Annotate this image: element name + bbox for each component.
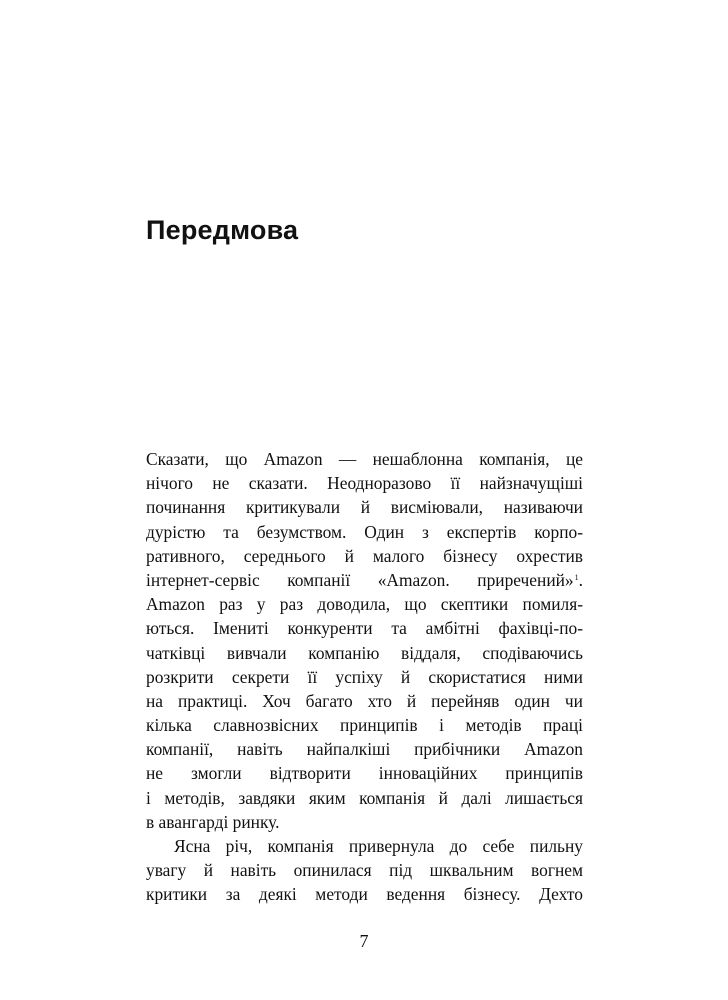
body-text bbox=[146, 447, 583, 907]
text-line: Сказати, що Amazon — нешаблонна компанія, це bbox=[146, 449, 583, 469]
text-line: не змогли відтворити інноваційних принципів bbox=[146, 763, 583, 784]
text-line: нічого не сказати. Неодноразово її найзначущіші bbox=[146, 473, 583, 494]
text-line: розкрити секрети її успіху й скористатися ними bbox=[146, 666, 583, 687]
text-line: чатківці вивчали компанію віддаля, сподіваючись bbox=[146, 642, 583, 663]
text-line: в авангарді ринку. bbox=[146, 811, 280, 832]
paragraph-2 bbox=[146, 834, 583, 907]
text-line-with-footnote bbox=[146, 568, 583, 592]
chapter-title: Передмова bbox=[146, 215, 299, 245]
text-line: і методів, завдяки яким компанія й далі лишається bbox=[146, 787, 583, 808]
footnote-marker: 1 bbox=[574, 572, 579, 582]
paragraph-1 bbox=[146, 447, 583, 834]
text-line: увагу й навіть опинилася під шквальним вогнем bbox=[146, 860, 583, 881]
footnote-trail: . bbox=[578, 569, 583, 590]
page-number: 7 bbox=[359, 931, 369, 951]
text-line-content: інтернет-сервіс компанії «Amazon. приречений» bbox=[146, 569, 574, 590]
text-line: ються. Імениті конкуренти та амбітні фахівці-по- bbox=[146, 618, 583, 639]
text-line: дурістю та безумством. Один з експертів корпо- bbox=[146, 521, 583, 542]
text-line: ративного, середнього й малого бізнесу охрестив bbox=[146, 545, 583, 566]
text-line: на практиці. Хоч багато хто й перейняв один чи bbox=[146, 690, 583, 711]
text-line: компанії, навіть найпалкіші прибічники Amazon bbox=[146, 739, 583, 760]
text-line: кілька славнозвісних принципів і методів праці bbox=[146, 715, 583, 736]
text-line: Ясна річ, компанія привернула до себе пильну bbox=[174, 836, 583, 856]
text-line: Amazon раз у раз доводила, що скептики помиля- bbox=[146, 594, 583, 615]
text-line: критики за деякі методи ведення бізнесу. Дехто bbox=[146, 884, 583, 905]
text-line: починання критикували й висміювали, називаючи bbox=[146, 497, 583, 518]
